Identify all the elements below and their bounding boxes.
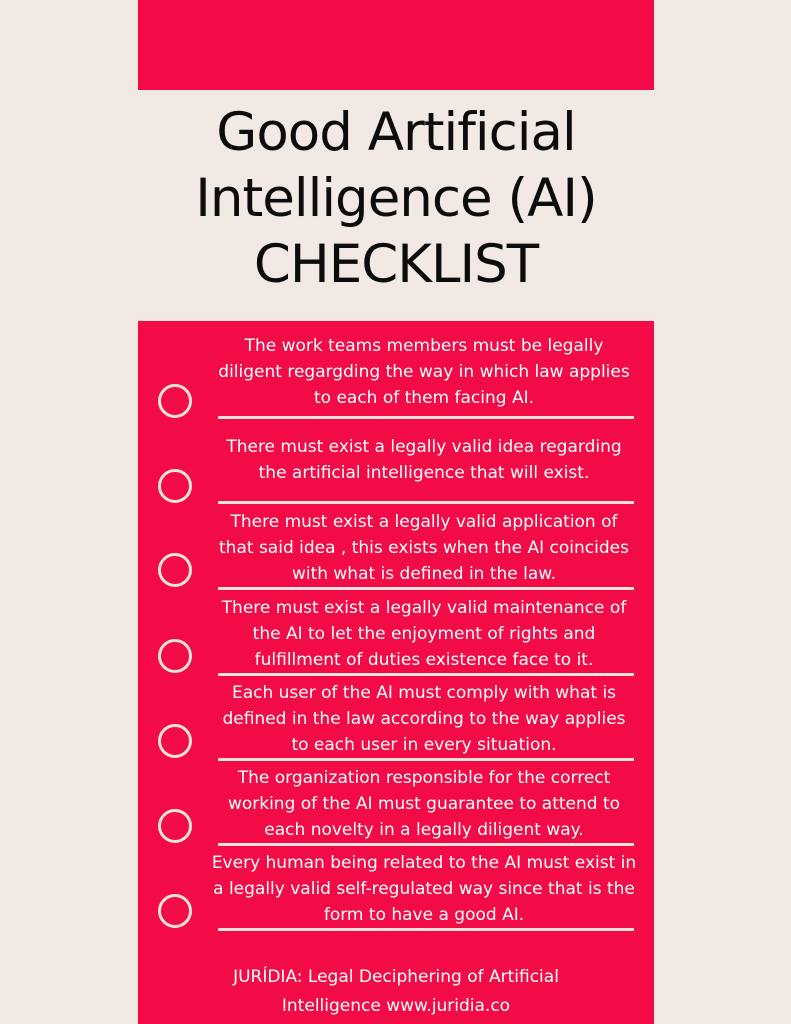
checklist-item-line: a legally valid self-regulated way since that is the (213, 879, 635, 899)
underline-divider (218, 587, 634, 590)
checkbox-circle[interactable] (158, 809, 192, 843)
checkbox-circle[interactable] (158, 639, 192, 673)
checklist-item-line: fulfillment of duties existence face to it. (254, 650, 594, 670)
checkbox-circle[interactable] (158, 724, 192, 758)
checklist-item-text (200, 680, 648, 758)
checklist-item-line: Each user of the AI must comply with what is (231, 683, 617, 703)
underline-divider (218, 758, 634, 761)
underline-divider (218, 673, 634, 676)
checklist-item-line: to each of them facing AI. (313, 388, 534, 408)
checklist-item-text (200, 765, 648, 843)
underline-divider (218, 501, 634, 504)
checklist-item-line: each novelty in a legally diligent way. (264, 820, 584, 840)
title-line-1: Good Artificial (216, 102, 576, 163)
checklist-item-line: with what is defined in the law. (291, 564, 557, 584)
page-title (138, 100, 654, 298)
checklist-item-text (200, 333, 648, 411)
checklist-item-text (200, 509, 648, 587)
checklist-item-line: working of the AI must guarantee to attend to (227, 794, 621, 814)
checkbox-circle[interactable] (158, 553, 192, 587)
checklist-item-line: There must exist a legally valid maintenance of (221, 598, 627, 618)
checklist-item-line: that said idea , this exists when the AI coincides (219, 538, 629, 558)
checklist-item-line: The organization responsible for the correct (237, 768, 611, 788)
checklist-item-line: diligent regargding the way in which law applies (218, 362, 630, 382)
checklist-item-line: the AI to let the enjoyment of rights and (252, 624, 596, 644)
top-accent-band (138, 0, 654, 90)
underline-divider (218, 416, 634, 419)
checklist-item-line: defined in the law according to the way applies (222, 709, 626, 729)
title-line-3: CHECKLIST (253, 234, 539, 295)
checklist-item-line: There must exist a legally valid application of (230, 512, 618, 532)
footer-line-2: Intelligence www.juridia.co (281, 996, 511, 1016)
title-line-2: Intelligence (AI) (195, 168, 597, 229)
checkbox-circle[interactable] (158, 894, 192, 928)
checklist-item-text (196, 850, 652, 928)
checklist-item-line: Every human being related to the AI must exist in (211, 853, 637, 873)
checklist-item-line: form to have a good AI. (323, 905, 525, 925)
underline-divider (218, 843, 634, 846)
footer-credit (138, 963, 654, 1021)
footer-line-1: JURÍDIA: Legal Deciphering of Artificial (233, 967, 559, 987)
checklist-item-line: to each user in every situation. (291, 735, 557, 755)
underline-divider (218, 928, 634, 931)
checkbox-circle[interactable] (158, 469, 192, 503)
checklist-panel (138, 321, 654, 1024)
checklist-item-text (200, 434, 648, 486)
checklist-item-line: The work teams members must be legally (244, 336, 604, 356)
checkbox-circle[interactable] (158, 384, 192, 418)
checklist-item-text (200, 595, 648, 673)
checklist-item-line: the artificial intelligence that will exist. (258, 463, 590, 483)
checklist-item-line: There must exist a legally valid idea regarding (226, 437, 622, 457)
